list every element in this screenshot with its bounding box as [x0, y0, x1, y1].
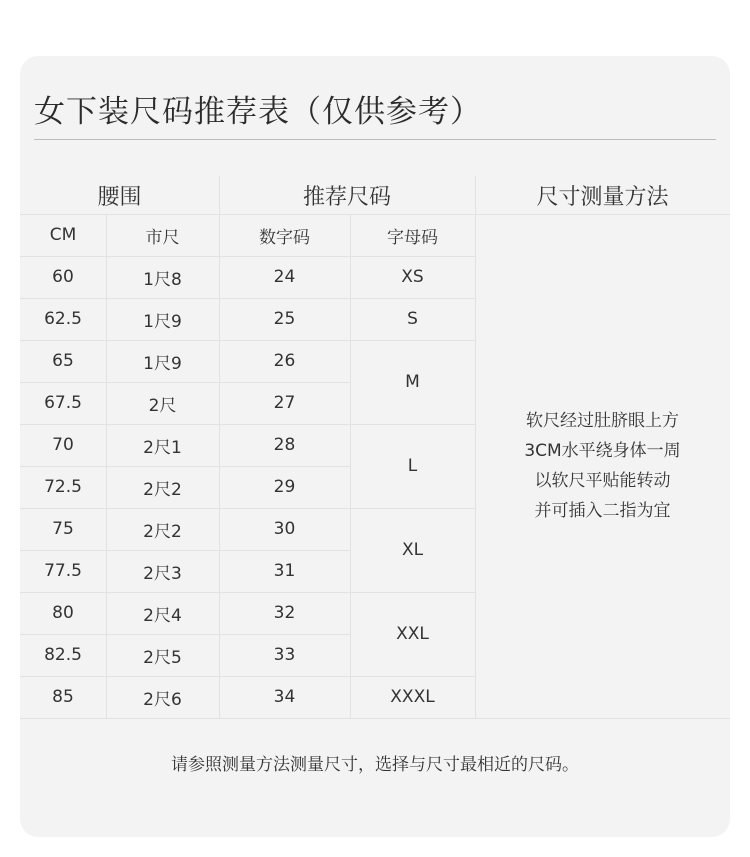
row-divider	[20, 256, 350, 257]
row-divider	[20, 508, 350, 509]
measurement-method	[475, 214, 730, 717]
cell-cm: 75	[52, 519, 74, 539]
row-divider	[20, 592, 350, 593]
row-divider	[350, 340, 475, 341]
cell-shichi: 2尺	[148, 395, 177, 416]
cell-letter: XXXL	[390, 687, 435, 707]
header-method: 尺寸测量方法	[536, 184, 669, 210]
cell-cm: 65	[52, 351, 74, 371]
title-divider	[34, 139, 716, 140]
cell-cm: 82.5	[44, 645, 82, 665]
cell-number: 31	[273, 561, 296, 581]
cell-cm: 85	[52, 687, 74, 707]
cell-shichi: 2尺6	[143, 689, 182, 710]
cell-number: 33	[273, 645, 296, 665]
column-divider	[350, 214, 351, 718]
column-divider	[106, 214, 107, 718]
size-chart-card	[20, 56, 730, 837]
subheader-number: 数字码	[259, 227, 310, 248]
subheader-cm: CM	[49, 225, 77, 245]
row-divider	[350, 256, 475, 257]
cell-cm: 70	[52, 435, 74, 455]
cell-number: 24	[273, 267, 296, 287]
cell-shichi: 2尺2	[143, 521, 182, 542]
page-title: 女下装尺码推荐表（仅供参考）	[34, 94, 482, 130]
cell-shichi: 1尺9	[143, 311, 182, 332]
cell-number: 28	[273, 435, 296, 455]
cell-cm: 62.5	[44, 309, 82, 329]
cell-number: 27	[273, 393, 296, 413]
row-divider	[350, 592, 475, 593]
row-divider	[20, 550, 350, 551]
row-divider	[20, 340, 350, 341]
cell-number: 32	[273, 603, 296, 623]
header-recommended: 推荐尺码	[302, 184, 391, 210]
cell-shichi: 2尺1	[143, 437, 182, 458]
method-line: 并可插入二指为宜	[534, 500, 671, 521]
method-line: 软尺经过肚脐眼上方	[526, 410, 679, 431]
cell-letter: XL	[401, 540, 424, 560]
cell-letter: S	[407, 309, 418, 329]
row-divider	[350, 424, 475, 425]
cell-number: 30	[273, 519, 296, 539]
footnote: 请参照测量方法测量尺寸，选择与尺寸最相近的尺码。	[171, 755, 579, 775]
cell-cm: 77.5	[44, 561, 82, 581]
cell-shichi: 2尺2	[143, 479, 182, 500]
subheader-shichi: 市尺	[145, 227, 180, 248]
row-divider	[350, 298, 475, 299]
column-divider	[219, 176, 220, 718]
cell-number: 26	[273, 351, 296, 371]
cell-cm: 72.5	[44, 477, 82, 497]
subheader-letter: 字母码	[387, 227, 438, 248]
cell-cm: 67.5	[44, 393, 82, 413]
header-waist: 腰围	[97, 184, 142, 210]
cell-shichi: 2尺4	[143, 605, 182, 626]
cell-letter: XXL	[396, 624, 429, 644]
cell-cm: 80	[52, 603, 74, 623]
cell-letter: XS	[401, 267, 424, 287]
row-divider	[20, 718, 730, 719]
row-divider	[20, 466, 350, 467]
row-divider	[350, 676, 475, 677]
row-divider	[20, 382, 350, 383]
cell-shichi: 2尺3	[143, 563, 182, 584]
cell-letter: L	[407, 456, 418, 476]
row-divider	[20, 676, 350, 677]
cell-shichi: 1尺9	[143, 353, 182, 374]
cell-number: 29	[273, 477, 296, 497]
cell-letter: M	[405, 372, 420, 392]
method-line: 以软尺平贴能转动	[534, 470, 671, 491]
cell-shichi: 2尺5	[143, 647, 182, 668]
row-divider	[20, 424, 350, 425]
method-line: 3CM水平绕身体一周	[524, 440, 681, 461]
cell-shichi: 1尺8	[143, 269, 182, 290]
cell-number: 25	[273, 309, 296, 329]
row-divider	[20, 298, 350, 299]
cell-cm: 60	[52, 267, 74, 287]
row-divider	[20, 634, 350, 635]
row-divider	[350, 508, 475, 509]
cell-number: 34	[273, 687, 296, 707]
